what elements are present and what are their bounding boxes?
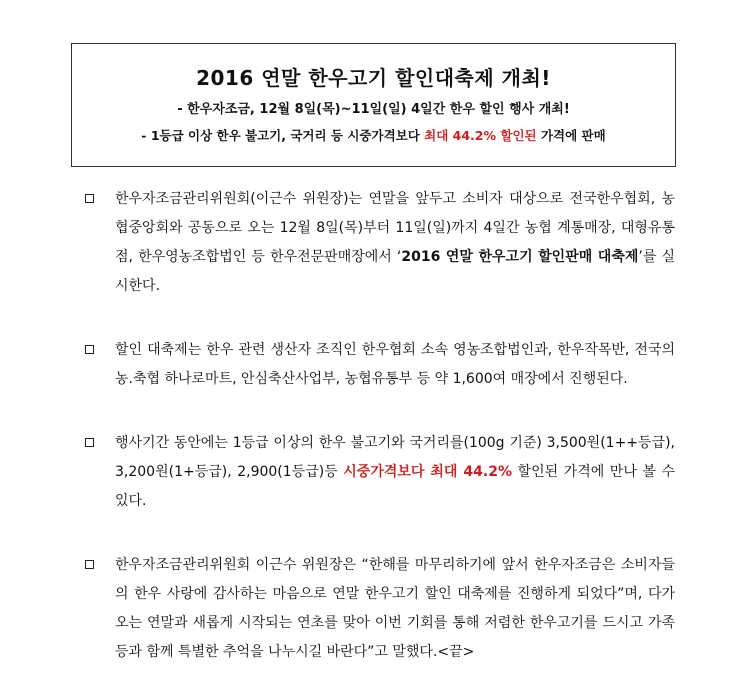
paragraph-4 xyxy=(85,551,675,667)
paragraph-3-discount-highlight: 시중가격보다 최대 44.2% xyxy=(343,464,512,480)
paragraph-3-text-a: 행사기간 동안에는 1등급 이상의 한우 불고기와 국거리를(100g 기준) 3,500원(1++등급), 3,200원(1+등급), 2,900(1등급)등 xyxy=(115,435,675,480)
paragraph-3 xyxy=(85,429,675,516)
square-bullet-icon xyxy=(85,194,94,203)
paragraph-2 xyxy=(85,336,675,394)
square-bullet-icon xyxy=(85,560,94,569)
headline-subtitle-1: - 한우자조금, 12월 8일(목)~11일(일) 4일간 한우 할인 행사 개최! xyxy=(177,102,570,117)
square-bullet-icon xyxy=(85,345,94,354)
headline-subtitle-2 xyxy=(72,126,675,146)
body-paragraph-list xyxy=(85,185,675,667)
headline-subtitle-2-suffix: 가격에 판매 xyxy=(536,128,606,143)
headline-subtitle-2-highlight: 최대 44.2% 할인된 xyxy=(424,128,537,143)
paragraph-2-text: 할인 대축제는 한우 관련 생산자 조직인 한우협회 소속 영농조합법인과, 한우작목반, 전국의 농.축협 하나로마트, 안심축산사업부, 농협유통부 등 약 1,600여 매장에서 진행된다. xyxy=(115,342,675,387)
headline-subtitle-2-prefix: - 1등급 이상 한우 불고기, 국거리 등 시중가격보다 xyxy=(141,128,425,143)
square-bullet-icon xyxy=(85,438,94,447)
paragraph-3-text-b: 할인된 가격에 만나 볼 수 있다. xyxy=(115,464,675,509)
headline-box xyxy=(71,43,676,167)
headline-title: 2016 연말 한우고기 할인대축제 개최! xyxy=(196,66,551,90)
paragraph-1 xyxy=(85,185,675,301)
paragraph-4-text: 한우자조금관리위원회 이근수 위원장은 “한해를 마무리하기에 앞서 한우자조금은 소비자들의 한우 사랑에 감사하는 마음으로 연말 한우고기 할인 대축제를 진행하게 되었다”며, 다가오는 연말과 새롭게 시작되는 연초를 맞아 이번 기회를 통해 저렴한 한우고기를 드시고 가족 등과 함께 특별한 추억을 나누시길 바란다”고 말했다.<끝> xyxy=(115,557,675,660)
paragraph-1-event-name: 2016 연말 한우고기 할인판매 대축제 xyxy=(401,249,639,265)
paragraph-1-text-b: ’를 실시한다. xyxy=(115,249,676,294)
paragraph-1-text-a: 한우자조금관리위원회(이근수 위원장)는 연말을 앞두고 소비자 대상으로 전국한우협회, 농협중앙회와 공동으로 오는 12월 8일(목)부터 11일(일)까지 4일간 농협 계통매장, 대형유통점, 한우영농조합법인 등 한우전문판매장에서 ‘ xyxy=(115,191,675,265)
